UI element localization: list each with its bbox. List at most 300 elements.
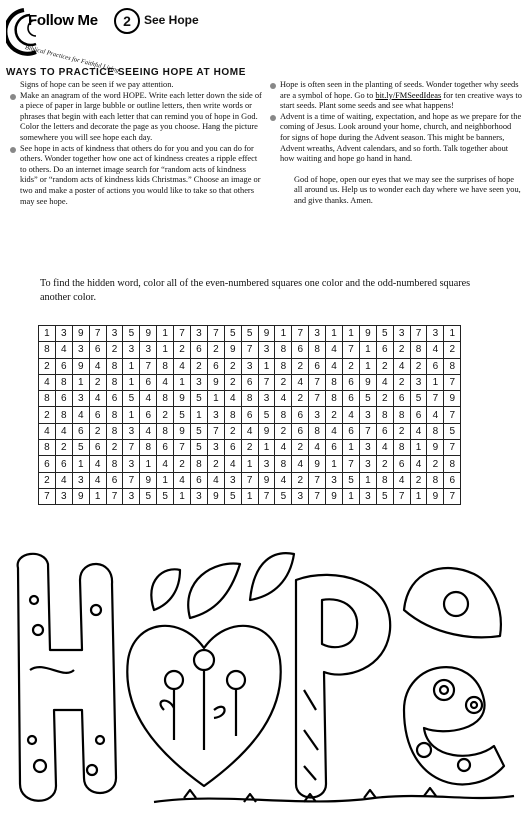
grid-cell[interactable]: 3 bbox=[207, 440, 224, 456]
grid-cell[interactable]: 6 bbox=[241, 374, 258, 390]
grid-cell[interactable]: 8 bbox=[106, 407, 123, 423]
grid-cell[interactable]: 4 bbox=[376, 440, 393, 456]
grid-cell[interactable]: 7 bbox=[258, 374, 275, 390]
grid-cell[interactable]: 2 bbox=[292, 391, 309, 407]
grid-cell[interactable]: 8 bbox=[39, 440, 56, 456]
grid-cell[interactable]: 8 bbox=[376, 407, 393, 423]
number-grid-puzzle bbox=[38, 325, 461, 505]
grid-cell[interactable]: 9 bbox=[174, 423, 191, 439]
grid-cell[interactable]: 2 bbox=[326, 407, 343, 423]
grid-cell[interactable]: 8 bbox=[326, 391, 343, 407]
grid-cell[interactable]: 3 bbox=[72, 342, 89, 358]
grid-cell[interactable]: 3 bbox=[140, 342, 157, 358]
grid-cell[interactable]: 8 bbox=[106, 423, 123, 439]
grid-cell[interactable]: 1 bbox=[343, 440, 360, 456]
grid-cell[interactable]: 1 bbox=[326, 456, 343, 472]
grid-cell[interactable]: 3 bbox=[72, 391, 89, 407]
grid-cell[interactable]: 7 bbox=[309, 391, 326, 407]
grid-cell[interactable]: 3 bbox=[359, 456, 376, 472]
grid-cell[interactable]: 6 bbox=[106, 391, 123, 407]
grid-cell[interactable]: 8 bbox=[275, 456, 292, 472]
grid-cell[interactable]: 4 bbox=[89, 472, 106, 488]
grid-cell[interactable]: 4 bbox=[207, 472, 224, 488]
grid-cell[interactable]: 6 bbox=[309, 358, 326, 374]
grid-cell[interactable]: 3 bbox=[191, 326, 208, 342]
grid-cell[interactable]: 4 bbox=[55, 342, 72, 358]
grid-cell[interactable]: 8 bbox=[444, 358, 461, 374]
grid-cell[interactable]: 9 bbox=[174, 391, 191, 407]
session-title: See Hope bbox=[144, 13, 199, 27]
grid-cell[interactable]: 4 bbox=[72, 407, 89, 423]
grid-row bbox=[39, 423, 461, 439]
grid-cell[interactable]: 1 bbox=[410, 488, 427, 504]
grid-cell[interactable]: 5 bbox=[343, 472, 360, 488]
grid-cell[interactable]: 8 bbox=[444, 456, 461, 472]
grid-cell[interactable]: 4 bbox=[89, 456, 106, 472]
grid-cell[interactable]: 8 bbox=[39, 391, 56, 407]
grid-cell[interactable]: 3 bbox=[359, 488, 376, 504]
grid-cell[interactable]: 1 bbox=[191, 407, 208, 423]
grid-cell[interactable]: 1 bbox=[157, 472, 174, 488]
grid-cell[interactable]: 6 bbox=[191, 342, 208, 358]
grid-cell[interactable]: 5 bbox=[410, 391, 427, 407]
grid-row bbox=[39, 391, 461, 407]
grid-cell[interactable]: 1 bbox=[343, 326, 360, 342]
grid-cell[interactable]: 2 bbox=[427, 456, 444, 472]
grid-cell[interactable]: 1 bbox=[258, 440, 275, 456]
seeds-activity bbox=[280, 80, 522, 112]
grid-cell[interactable]: 4 bbox=[39, 374, 56, 390]
grid-cell[interactable]: 5 bbox=[123, 391, 140, 407]
grid-cell[interactable]: 5 bbox=[123, 326, 140, 342]
grid-cell[interactable]: 6 bbox=[292, 342, 309, 358]
grid-cell[interactable]: 6 bbox=[444, 472, 461, 488]
grid-cell[interactable]: 2 bbox=[376, 456, 393, 472]
grid-cell[interactable]: 2 bbox=[224, 423, 241, 439]
grid-cell[interactable]: 8 bbox=[275, 358, 292, 374]
grid-cell[interactable]: 3 bbox=[258, 456, 275, 472]
grid-cell[interactable]: 4 bbox=[393, 358, 410, 374]
seed-ideas-link[interactable]: bit.ly/FMSeedIdeas bbox=[375, 90, 442, 100]
grid-cell[interactable]: 7 bbox=[241, 472, 258, 488]
grid-cell[interactable]: 4 bbox=[157, 456, 174, 472]
grid-cell[interactable]: 4 bbox=[140, 423, 157, 439]
grid-cell[interactable]: 3 bbox=[123, 488, 140, 504]
grid-cell[interactable]: 9 bbox=[258, 472, 275, 488]
grid-cell[interactable]: 8 bbox=[39, 342, 56, 358]
grid-cell[interactable]: 4 bbox=[309, 440, 326, 456]
grid-cell[interactable]: 7 bbox=[309, 488, 326, 504]
grid-cell[interactable]: 1 bbox=[275, 326, 292, 342]
grid-cell[interactable]: 7 bbox=[123, 472, 140, 488]
seeds-text-end: for ten creative ways to start seeds. Plant some seeds and see what happens! bbox=[280, 90, 522, 111]
grid-cell[interactable]: 2 bbox=[157, 407, 174, 423]
grid-cell[interactable]: 6 bbox=[89, 440, 106, 456]
grid-row bbox=[39, 472, 461, 488]
anagram-activity: Make an anagram of the word HOPE. Write each letter down the side of a piece of paper in large bubble or outline letters, then write words or phrases that begin with each letter that can remind you of hope in God. Color the letters and decorate the page as you choose. Hang the picture somewhere you will see hope each day. bbox=[20, 90, 262, 142]
grid-cell[interactable]: 7 bbox=[359, 423, 376, 439]
grid-cell[interactable]: 9 bbox=[326, 488, 343, 504]
grid-cell[interactable]: 8 bbox=[191, 456, 208, 472]
grid-cell[interactable]: 8 bbox=[55, 374, 72, 390]
grid-cell[interactable]: 6 bbox=[89, 407, 106, 423]
grid-cell[interactable]: 8 bbox=[427, 423, 444, 439]
grid-cell[interactable]: 1 bbox=[343, 488, 360, 504]
logo-tagline: Biblical Practices for Faithful Living bbox=[24, 44, 120, 75]
grid-cell[interactable]: 2 bbox=[393, 374, 410, 390]
grid-cell[interactable]: 7 bbox=[89, 326, 106, 342]
number-grid bbox=[38, 325, 461, 505]
grid-cell[interactable]: 4 bbox=[55, 472, 72, 488]
grid-cell[interactable]: 2 bbox=[292, 358, 309, 374]
grid-cell[interactable]: 7 bbox=[174, 326, 191, 342]
grid-cell[interactable]: 4 bbox=[343, 407, 360, 423]
grid-cell[interactable]: 4 bbox=[140, 391, 157, 407]
grid-cell[interactable]: 5 bbox=[191, 423, 208, 439]
grid-cell[interactable]: 6 bbox=[140, 374, 157, 390]
grid-cell[interactable]: 6 bbox=[292, 407, 309, 423]
grid-cell[interactable]: 4 bbox=[326, 358, 343, 374]
grid-cell[interactable]: 1 bbox=[410, 440, 427, 456]
grid-cell[interactable]: 5 bbox=[224, 326, 241, 342]
grid-cell[interactable]: 7 bbox=[444, 440, 461, 456]
grid-cell[interactable]: 1 bbox=[123, 407, 140, 423]
grid-cell[interactable]: 4 bbox=[89, 391, 106, 407]
grid-cell[interactable]: 9 bbox=[140, 472, 157, 488]
grid-cell[interactable]: 1 bbox=[241, 456, 258, 472]
grid-cell[interactable]: 5 bbox=[140, 488, 157, 504]
grid-cell[interactable]: 5 bbox=[359, 391, 376, 407]
grid-cell[interactable]: 8 bbox=[326, 374, 343, 390]
grid-cell[interactable]: 7 bbox=[292, 326, 309, 342]
grid-cell[interactable]: 8 bbox=[393, 440, 410, 456]
grid-cell[interactable]: 1 bbox=[157, 326, 174, 342]
grid-cell[interactable]: 9 bbox=[359, 326, 376, 342]
grid-cell[interactable]: 6 bbox=[376, 342, 393, 358]
grid-cell[interactable]: 1 bbox=[123, 374, 140, 390]
grid-cell[interactable]: 3 bbox=[393, 326, 410, 342]
grid-cell[interactable]: 2 bbox=[106, 342, 123, 358]
grid-row bbox=[39, 456, 461, 472]
grid-cell[interactable]: 8 bbox=[376, 472, 393, 488]
grid-cell[interactable]: 3 bbox=[207, 407, 224, 423]
grid-cell[interactable]: 2 bbox=[174, 456, 191, 472]
grid-cell[interactable]: 9 bbox=[359, 374, 376, 390]
grid-cell[interactable]: 7 bbox=[343, 456, 360, 472]
grid-cell[interactable]: 1 bbox=[359, 358, 376, 374]
grid-cell[interactable]: 7 bbox=[174, 440, 191, 456]
grid-cell[interactable]: 2 bbox=[376, 391, 393, 407]
grid-cell[interactable]: 2 bbox=[224, 374, 241, 390]
grid-cell[interactable]: 1 bbox=[72, 456, 89, 472]
grid-cell[interactable]: 8 bbox=[157, 423, 174, 439]
grid-cell[interactable]: 3 bbox=[55, 326, 72, 342]
grid-cell[interactable]: 2 bbox=[207, 456, 224, 472]
prayer-text: God of hope, open our eyes that we may see the surprises of hope all around us. Help us to wonder each day where we have seen you, and give thanks. Amen. bbox=[294, 174, 521, 205]
grid-cell[interactable]: 3 bbox=[427, 326, 444, 342]
grid-cell[interactable]: 5 bbox=[444, 423, 461, 439]
grid-cell[interactable]: 4 bbox=[427, 342, 444, 358]
grid-cell[interactable]: 2 bbox=[106, 440, 123, 456]
grid-row bbox=[39, 358, 461, 374]
seeds-text-start: Hope is often seen in the planting of seeds. Wonder together why seeds are a symbol of hope. Go to bbox=[280, 80, 519, 100]
grid-cell[interactable]: 2 bbox=[410, 358, 427, 374]
grid-cell[interactable]: 8 bbox=[393, 407, 410, 423]
grid-cell[interactable]: 6 bbox=[157, 440, 174, 456]
grid-cell[interactable]: 2 bbox=[89, 374, 106, 390]
grid-cell[interactable]: 2 bbox=[39, 358, 56, 374]
grid-cell[interactable]: 4 bbox=[241, 423, 258, 439]
grid-cell[interactable]: 4 bbox=[55, 423, 72, 439]
grid-cell[interactable]: 5 bbox=[174, 407, 191, 423]
grid-cell[interactable]: 4 bbox=[292, 456, 309, 472]
grid-cell[interactable]: 6 bbox=[72, 423, 89, 439]
grid-cell[interactable]: 1 bbox=[123, 358, 140, 374]
grid-cell[interactable]: 9 bbox=[140, 326, 157, 342]
grid-cell[interactable]: 4 bbox=[292, 374, 309, 390]
grid-cell[interactable]: 7 bbox=[444, 407, 461, 423]
grid-cell[interactable]: 7 bbox=[207, 326, 224, 342]
grid-cell[interactable]: 1 bbox=[359, 472, 376, 488]
grid-cell[interactable]: 3 bbox=[326, 472, 343, 488]
grid-cell[interactable]: 4 bbox=[326, 423, 343, 439]
grid-cell[interactable]: 8 bbox=[140, 440, 157, 456]
grid-cell[interactable]: 3 bbox=[191, 374, 208, 390]
grid-cell[interactable]: 2 bbox=[207, 342, 224, 358]
grid-cell[interactable]: 1 bbox=[359, 342, 376, 358]
grid-cell[interactable]: 7 bbox=[39, 488, 56, 504]
grid-cell[interactable]: 4 bbox=[174, 358, 191, 374]
grid-cell[interactable]: 3 bbox=[359, 407, 376, 423]
grid-cell[interactable]: 1 bbox=[174, 488, 191, 504]
grid-cell[interactable]: 4 bbox=[224, 391, 241, 407]
grid-cell[interactable]: 1 bbox=[241, 488, 258, 504]
follow-me-logo bbox=[6, 6, 120, 75]
grid-cell[interactable]: 5 bbox=[241, 326, 258, 342]
grid-cell[interactable]: 9 bbox=[309, 456, 326, 472]
grid-row bbox=[39, 440, 461, 456]
grid-cell[interactable]: 7 bbox=[106, 488, 123, 504]
grid-cell[interactable]: 6 bbox=[55, 358, 72, 374]
grid-cell[interactable]: 1 bbox=[427, 374, 444, 390]
grid-cell[interactable]: 6 bbox=[191, 472, 208, 488]
grid-cell[interactable]: 6 bbox=[207, 358, 224, 374]
grid-cell[interactable]: 2 bbox=[410, 472, 427, 488]
grid-cell[interactable]: 6 bbox=[224, 440, 241, 456]
advent-activity: Advent is a time of waiting, expectation, and hope as we prepare for the coming of Jesus. Look around your home, church, and neighborhood for signs of hope during the Advent season. This might be banners, Advent wreaths, Advent calendars, and so forth. Talk together about how waiting and hope go hand in hand. bbox=[280, 111, 522, 164]
grid-cell[interactable]: 5 bbox=[72, 440, 89, 456]
grid-cell[interactable]: 8 bbox=[106, 358, 123, 374]
grid-cell[interactable]: 4 bbox=[39, 423, 56, 439]
grid-cell[interactable]: 7 bbox=[393, 488, 410, 504]
grid-cell[interactable]: 1 bbox=[174, 374, 191, 390]
grid-cell[interactable]: 3 bbox=[55, 488, 72, 504]
grid-cell[interactable]: 2 bbox=[191, 358, 208, 374]
grid-cell[interactable]: 8 bbox=[427, 472, 444, 488]
grid-cell[interactable]: 2 bbox=[376, 358, 393, 374]
grid-cell[interactable]: 2 bbox=[292, 440, 309, 456]
grid-cell[interactable]: 7 bbox=[258, 488, 275, 504]
grid-cell[interactable]: 1 bbox=[39, 326, 56, 342]
grid-cell[interactable]: 3 bbox=[106, 326, 123, 342]
grid-cell[interactable]: 2 bbox=[444, 342, 461, 358]
grid-cell[interactable]: 3 bbox=[309, 407, 326, 423]
grid-cell[interactable]: 9 bbox=[207, 488, 224, 504]
grid-cell[interactable]: 4 bbox=[410, 423, 427, 439]
grid-cell[interactable]: 5 bbox=[191, 391, 208, 407]
grid-cell[interactable]: 5 bbox=[224, 488, 241, 504]
grid-cell[interactable]: 2 bbox=[241, 440, 258, 456]
grid-cell[interactable]: 8 bbox=[55, 407, 72, 423]
grid-cell[interactable]: 7 bbox=[427, 391, 444, 407]
grid-cell[interactable]: 1 bbox=[258, 358, 275, 374]
grid-cell[interactable]: 7 bbox=[140, 358, 157, 374]
grid-cell[interactable]: 9 bbox=[427, 488, 444, 504]
grid-cell[interactable]: 4 bbox=[410, 456, 427, 472]
kindness-activity: See hope in acts of kindness that others do for you and you can do for others. Wonder together how one act of kindness creates a ripple effect to others. Do an internet image search for “random acts of kindness kids” or “random acts of kindness kids Christmas.” Choose an image or two and make a poster of actions you would like to take so that others may see hope. bbox=[20, 143, 261, 206]
grid-cell[interactable]: 9 bbox=[72, 326, 89, 342]
grid-cell[interactable]: 6 bbox=[410, 407, 427, 423]
grid-cell[interactable]: 6 bbox=[393, 456, 410, 472]
grid-cell[interactable]: 2 bbox=[224, 358, 241, 374]
grid-cell[interactable]: 2 bbox=[275, 374, 292, 390]
grid-cell[interactable]: 3 bbox=[292, 488, 309, 504]
grid-cell[interactable]: 3 bbox=[258, 342, 275, 358]
grid-cell[interactable]: 3 bbox=[309, 326, 326, 342]
grid-cell[interactable]: 2 bbox=[393, 423, 410, 439]
grid-cell[interactable]: 8 bbox=[275, 407, 292, 423]
grid-cell[interactable]: 2 bbox=[292, 472, 309, 488]
grid-cell[interactable]: 3 bbox=[191, 488, 208, 504]
grid-cell[interactable]: 2 bbox=[275, 423, 292, 439]
grid-cell[interactable]: 9 bbox=[444, 391, 461, 407]
grid-cell[interactable]: 1 bbox=[140, 456, 157, 472]
grid-cell[interactable]: 3 bbox=[123, 342, 140, 358]
grid-cell[interactable]: 6 bbox=[241, 407, 258, 423]
grid-cell[interactable]: 1 bbox=[444, 326, 461, 342]
grid-cell[interactable]: 2 bbox=[89, 423, 106, 439]
grid-cell[interactable]: 1 bbox=[89, 488, 106, 504]
grid-cell[interactable]: 7 bbox=[207, 423, 224, 439]
grid-cell[interactable]: 4 bbox=[174, 472, 191, 488]
grid-cell[interactable]: 4 bbox=[224, 456, 241, 472]
grid-cell[interactable]: 8 bbox=[106, 374, 123, 390]
grid-cell[interactable]: 4 bbox=[427, 407, 444, 423]
grid-cell[interactable]: 7 bbox=[123, 440, 140, 456]
grid-row bbox=[39, 374, 461, 390]
grid-cell[interactable]: 7 bbox=[241, 342, 258, 358]
grid-cell[interactable]: 9 bbox=[72, 358, 89, 374]
grid-cell[interactable]: 3 bbox=[224, 472, 241, 488]
grid-cell[interactable]: 8 bbox=[157, 391, 174, 407]
grid-cell[interactable]: 4 bbox=[393, 472, 410, 488]
grid-cell[interactable]: 6 bbox=[326, 440, 343, 456]
grid-cell[interactable]: 2 bbox=[393, 342, 410, 358]
grid-cell[interactable]: 9 bbox=[207, 374, 224, 390]
grid-cell[interactable]: 4 bbox=[275, 391, 292, 407]
grid-cell[interactable]: 1 bbox=[207, 391, 224, 407]
grid-cell[interactable]: 4 bbox=[157, 374, 174, 390]
grid-cell[interactable]: 7 bbox=[343, 342, 360, 358]
grid-cell[interactable]: 9 bbox=[224, 342, 241, 358]
grid-cell[interactable]: 6 bbox=[343, 391, 360, 407]
grid-cell[interactable]: 1 bbox=[326, 326, 343, 342]
grid-cell[interactable]: 2 bbox=[39, 472, 56, 488]
grid-cell[interactable]: 6 bbox=[393, 391, 410, 407]
grid-cell[interactable]: 8 bbox=[309, 342, 326, 358]
grid-cell[interactable]: 6 bbox=[343, 423, 360, 439]
grid-cell[interactable]: 6 bbox=[140, 407, 157, 423]
grid-cell[interactable]: 4 bbox=[376, 374, 393, 390]
grid-cell[interactable]: 6 bbox=[292, 423, 309, 439]
puzzle-instructions: To find the hidden word, color all of the even-numbered squares one color and the odd-numbered squares another color. bbox=[40, 278, 471, 303]
grid-row bbox=[39, 342, 461, 358]
grid-cell[interactable]: 5 bbox=[376, 326, 393, 342]
grid-cell[interactable]: 5 bbox=[275, 488, 292, 504]
grid-cell[interactable]: 9 bbox=[258, 423, 275, 439]
grid-cell[interactable]: 9 bbox=[427, 440, 444, 456]
grid-cell[interactable]: 3 bbox=[359, 440, 376, 456]
grid-cell[interactable]: 8 bbox=[309, 423, 326, 439]
grid-cell[interactable]: 4 bbox=[275, 472, 292, 488]
grid-cell[interactable]: 6 bbox=[376, 423, 393, 439]
grid-cell[interactable]: 7 bbox=[444, 374, 461, 390]
grid-row bbox=[39, 488, 461, 504]
grid-cell[interactable]: 6 bbox=[55, 391, 72, 407]
grid-cell[interactable]: 6 bbox=[343, 374, 360, 390]
grid-cell[interactable]: 6 bbox=[427, 358, 444, 374]
grid-cell[interactable]: 3 bbox=[241, 358, 258, 374]
grid-cell[interactable]: 8 bbox=[157, 358, 174, 374]
grid-cell[interactable]: 6 bbox=[106, 472, 123, 488]
grid-cell[interactable]: 2 bbox=[343, 358, 360, 374]
grid-cell[interactable]: 2 bbox=[174, 342, 191, 358]
grid-cell[interactable]: 5 bbox=[191, 440, 208, 456]
grid-cell[interactable]: 9 bbox=[72, 488, 89, 504]
grid-cell[interactable]: 2 bbox=[55, 440, 72, 456]
grid-cell[interactable]: 8 bbox=[275, 342, 292, 358]
grid-cell[interactable]: 2 bbox=[39, 407, 56, 423]
grid-cell[interactable]: 8 bbox=[224, 407, 241, 423]
grid-cell[interactable]: 5 bbox=[157, 488, 174, 504]
grid-cell[interactable]: 6 bbox=[89, 342, 106, 358]
intro-text: Signs of hope can be seen if we pay attention. bbox=[20, 80, 174, 89]
grid-cell[interactable]: 7 bbox=[444, 488, 461, 504]
grid-cell[interactable]: 8 bbox=[106, 456, 123, 472]
grid-row bbox=[39, 326, 461, 342]
grid-cell[interactable]: 1 bbox=[72, 374, 89, 390]
grid-cell[interactable]: 3 bbox=[123, 423, 140, 439]
grid-cell[interactable]: 7 bbox=[410, 326, 427, 342]
grid-cell[interactable]: 5 bbox=[258, 407, 275, 423]
grid-cell[interactable]: 4 bbox=[89, 358, 106, 374]
grid-cell[interactable]: 1 bbox=[157, 342, 174, 358]
grid-cell[interactable]: 6 bbox=[39, 456, 56, 472]
grid-cell[interactable]: 3 bbox=[72, 472, 89, 488]
grid-cell[interactable]: 3 bbox=[258, 391, 275, 407]
grid-cell[interactable]: 7 bbox=[309, 374, 326, 390]
grid-cell[interactable]: 5 bbox=[376, 488, 393, 504]
grid-cell[interactable]: 3 bbox=[123, 456, 140, 472]
grid-cell[interactable]: 6 bbox=[55, 456, 72, 472]
grid-cell[interactable]: 7 bbox=[309, 472, 326, 488]
grid-cell[interactable]: 4 bbox=[275, 440, 292, 456]
grid-cell[interactable]: 4 bbox=[326, 342, 343, 358]
grid-cell[interactable]: 9 bbox=[258, 326, 275, 342]
grid-cell[interactable]: 8 bbox=[410, 342, 427, 358]
grid-cell[interactable]: 3 bbox=[410, 374, 427, 390]
grid-cell[interactable]: 8 bbox=[241, 391, 258, 407]
